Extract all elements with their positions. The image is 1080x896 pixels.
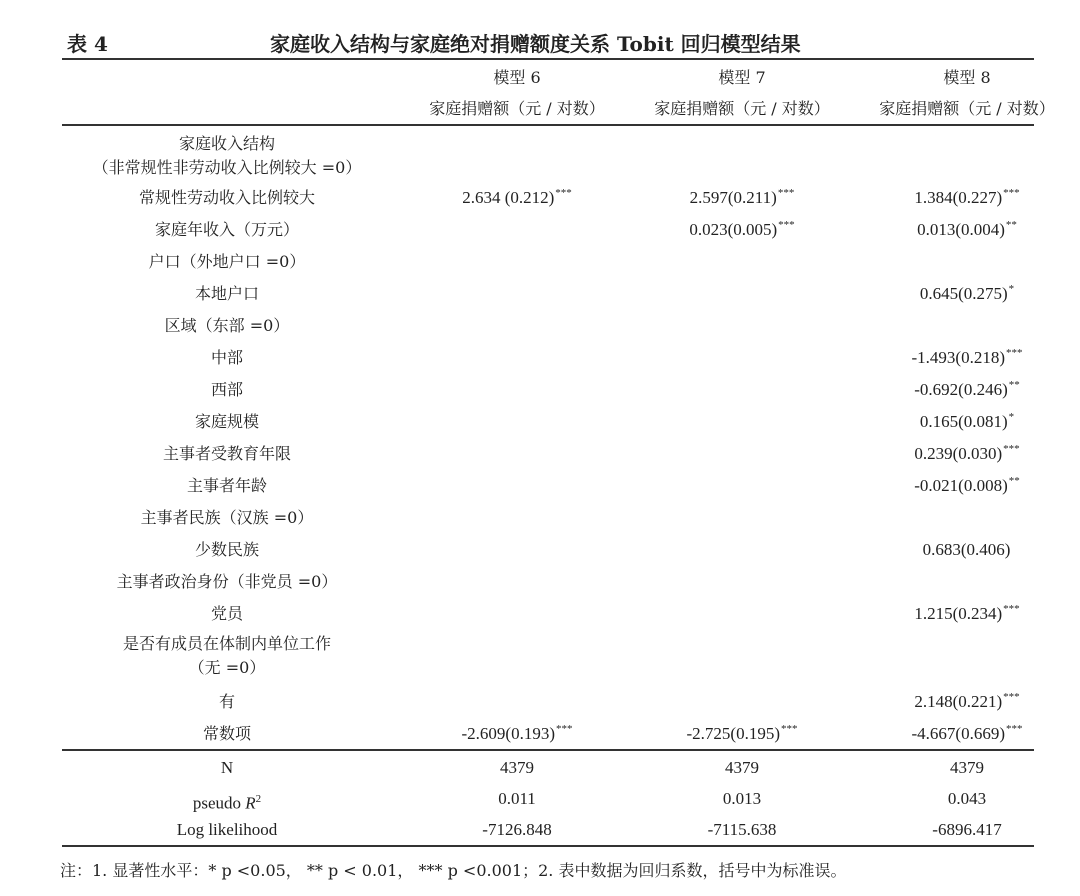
significance-stars: ***: [555, 187, 572, 199]
coef-value: -1.493(0.218): [911, 348, 1005, 367]
significance-stars: ***: [1005, 723, 1023, 735]
coef-m7: [627, 598, 857, 630]
row-label: 西部: [210, 380, 243, 399]
stats-label: Log likelihood: [176, 820, 278, 839]
coef-m7: [627, 566, 857, 598]
coef-value: 0.165(0.081): [919, 412, 1008, 431]
coef-m8: [852, 718, 1080, 750]
coef-m8: [852, 278, 1080, 310]
top-rule: [62, 58, 1034, 60]
coef-m8: [852, 598, 1080, 630]
significance-stars: ***: [778, 219, 795, 231]
coef-m6: [402, 534, 632, 566]
coef-m8: [852, 374, 1080, 406]
header-dependent-6: 家庭捐赠额（元 / 对数）: [429, 99, 605, 118]
coef-m7: [627, 630, 857, 662]
table-row: [62, 502, 1034, 534]
significance-stars: **: [1008, 379, 1020, 391]
coef-m6: [402, 598, 632, 630]
table-title: 家庭收入结构与家庭绝对捐赠额度关系 Tobit 回归模型结果: [270, 32, 801, 56]
coef-m6: [402, 566, 632, 598]
coef-value: 0.013(0.004): [917, 220, 1005, 239]
coef-m7: [627, 502, 857, 534]
stats-value-m6: 4379: [500, 758, 534, 777]
stats-row-n: [62, 752, 1034, 784]
coef-m8: [852, 566, 1080, 598]
row-label: 常规性劳动收入比例较大: [138, 188, 315, 207]
stats-row-pseudo-r2: [62, 783, 1034, 815]
coef-value: -2.725(0.195): [686, 724, 780, 743]
coef-m6: [402, 406, 632, 438]
coef-m8: [852, 406, 1080, 438]
row-label: 区域（东部 =0）: [164, 316, 290, 335]
table-row: [62, 214, 1034, 246]
significance-stars: ***: [777, 187, 795, 199]
significance-stars: ***: [780, 723, 798, 735]
header-model-6: 模型 6: [493, 68, 541, 87]
coef-m8: [852, 130, 1080, 162]
header-model-8: 模型 8: [943, 68, 991, 87]
coef-value: 0.645(0.275): [919, 284, 1008, 303]
coef-m8: [852, 310, 1080, 342]
significance-stars: ***: [1003, 603, 1020, 615]
coef-value: 2.634 (0.212): [462, 188, 555, 207]
table-row: [62, 598, 1034, 630]
significance-stars: ***: [1003, 691, 1020, 703]
significance-stars: ***: [1003, 187, 1020, 199]
stats-label-italic: R: [245, 793, 256, 813]
table-row: [62, 438, 1034, 470]
coef-m6: [402, 130, 632, 162]
table-row: [62, 374, 1034, 406]
coef-m6: [402, 310, 632, 342]
table-note: 注：1. 显著性水平：* p <0.05， ** p < 0.01， *** p <0.001；2. 表中数据为回归系数，括号中为标准误。: [60, 861, 847, 880]
coef-m6: [402, 342, 632, 374]
coef-m7: [627, 278, 857, 310]
stats-label: [62, 783, 392, 815]
header-dependent-8: 家庭捐赠额（元 / 对数）: [879, 99, 1055, 118]
table-row: [62, 686, 1034, 718]
row-label: 是否有成员在体制内单位工作 （无 =0）: [122, 634, 331, 677]
coef-m6: [402, 182, 632, 214]
header-row-models: [62, 62, 1034, 94]
coef-m7: [627, 534, 857, 566]
stats-row-log-likelihood: [62, 814, 1034, 846]
coef-m7: [627, 246, 857, 278]
row-label: 少数民族: [194, 540, 259, 559]
stats-value-m6: 0.011: [498, 789, 536, 808]
coef-value: -0.692(0.246): [914, 380, 1008, 399]
coef-m7: [627, 310, 857, 342]
header-model-7: 模型 7: [718, 68, 766, 87]
coef-m7: [627, 686, 857, 718]
coef-value: 0.683(0.406): [922, 540, 1011, 559]
coef-value: 0.239(0.030): [914, 444, 1003, 463]
header-dependent-7: 家庭捐赠额（元 / 对数）: [654, 99, 830, 118]
coef-m7: [627, 438, 857, 470]
row-label: 有: [218, 692, 235, 711]
stats-label-sup: 2: [255, 793, 262, 805]
coef-value: 0.023(0.005): [689, 220, 778, 239]
significance-stars: *: [1008, 411, 1015, 423]
row-label: 主事者民族（汉族 =0）: [140, 508, 314, 527]
significance-stars: ***: [1003, 443, 1020, 455]
table-row: [62, 406, 1034, 438]
coef-m8: [852, 470, 1080, 502]
significance-stars: **: [1005, 219, 1017, 231]
coef-m8: [852, 182, 1080, 214]
coef-m8: [852, 246, 1080, 278]
coef-value: -4.667(0.669): [911, 724, 1005, 743]
coef-value: -0.021(0.008): [914, 476, 1008, 495]
coef-m6: [402, 502, 632, 534]
significance-stars: *: [1008, 283, 1015, 295]
coef-m8: [852, 342, 1080, 374]
stats-value-m7: 4379: [725, 758, 759, 777]
stats-value-m8: 0.043: [947, 789, 987, 808]
coef-m6: [402, 718, 632, 750]
coef-m7: [627, 214, 857, 246]
header-rule: [62, 124, 1034, 126]
significance-stars: **: [1008, 475, 1020, 487]
coef-value: 1.215(0.234): [914, 604, 1003, 623]
coef-m8: [852, 214, 1080, 246]
coef-m6: [402, 630, 632, 662]
coef-m7: [627, 182, 857, 214]
coef-m8: [852, 630, 1080, 662]
bottom-rule: [62, 845, 1034, 847]
row-label: 家庭年收入（万元）: [154, 220, 299, 239]
coef-m8: [852, 502, 1080, 534]
row-label: 常数项: [202, 724, 251, 743]
row-label: 主事者年龄: [186, 476, 267, 495]
table-row: [62, 310, 1034, 342]
coef-m7: [627, 718, 857, 750]
coef-m6: [402, 438, 632, 470]
stats-label-prefix: pseudo: [192, 793, 246, 813]
table-row: [62, 566, 1034, 598]
row-label: 主事者政治身份（非党员 =0）: [116, 572, 338, 591]
coef-m8: [852, 438, 1080, 470]
significance-stars: ***: [555, 723, 573, 735]
table-row: [62, 718, 1034, 750]
coef-value: 1.384(0.227): [914, 188, 1003, 207]
row-label: 家庭规模: [194, 412, 259, 431]
row-label: 党员: [210, 604, 243, 623]
row-label: 主事者受教育年限: [162, 444, 291, 463]
header-row-dependent: [62, 93, 1055, 125]
row-label: 家庭收入结构 （非常规性非劳动收入比例较大 =0）: [92, 134, 362, 177]
coef-value: 2.148(0.221): [914, 692, 1003, 711]
table-row: [62, 130, 1034, 182]
coef-value: -2.609(0.193): [461, 724, 555, 743]
table-caption: [0, 26, 1080, 62]
table-row: [62, 470, 1034, 502]
table-row: [62, 278, 1034, 310]
coef-m8: [852, 534, 1080, 566]
stats-value-m8: -6896.417: [932, 820, 1002, 839]
coef-m7: [627, 406, 857, 438]
coef-m7: [627, 470, 857, 502]
table-row: [62, 342, 1034, 374]
stats-label: N: [220, 758, 234, 777]
row-label: 中部: [210, 348, 243, 367]
coef-m6: [402, 214, 632, 246]
row-label: 户口（外地户口 =0）: [148, 252, 306, 271]
stats-value-m8: 4379: [950, 758, 984, 777]
table-row: [62, 630, 1034, 682]
table-row: [62, 246, 1034, 278]
table-label: 表 4: [67, 32, 108, 56]
coef-value: 2.597(0.211): [689, 188, 777, 207]
table-row: [62, 182, 1034, 214]
coef-m6: [402, 278, 632, 310]
stats-value-m6: -7126.848: [482, 820, 552, 839]
coef-m7: [627, 374, 857, 406]
row-label: 本地户口: [194, 284, 259, 303]
coef-m6: [402, 246, 632, 278]
stats-value-m7: -7115.638: [707, 820, 777, 839]
coef-m7: [627, 130, 857, 162]
stats-value-m7: 0.013: [722, 789, 762, 808]
table-row: [62, 534, 1034, 566]
stats-rule: [62, 749, 1034, 751]
coef-m6: [402, 686, 632, 718]
coef-m7: [627, 342, 857, 374]
coef-m6: [402, 374, 632, 406]
significance-stars: ***: [1005, 347, 1023, 359]
coef-m8: [852, 686, 1080, 718]
coef-m6: [402, 470, 632, 502]
